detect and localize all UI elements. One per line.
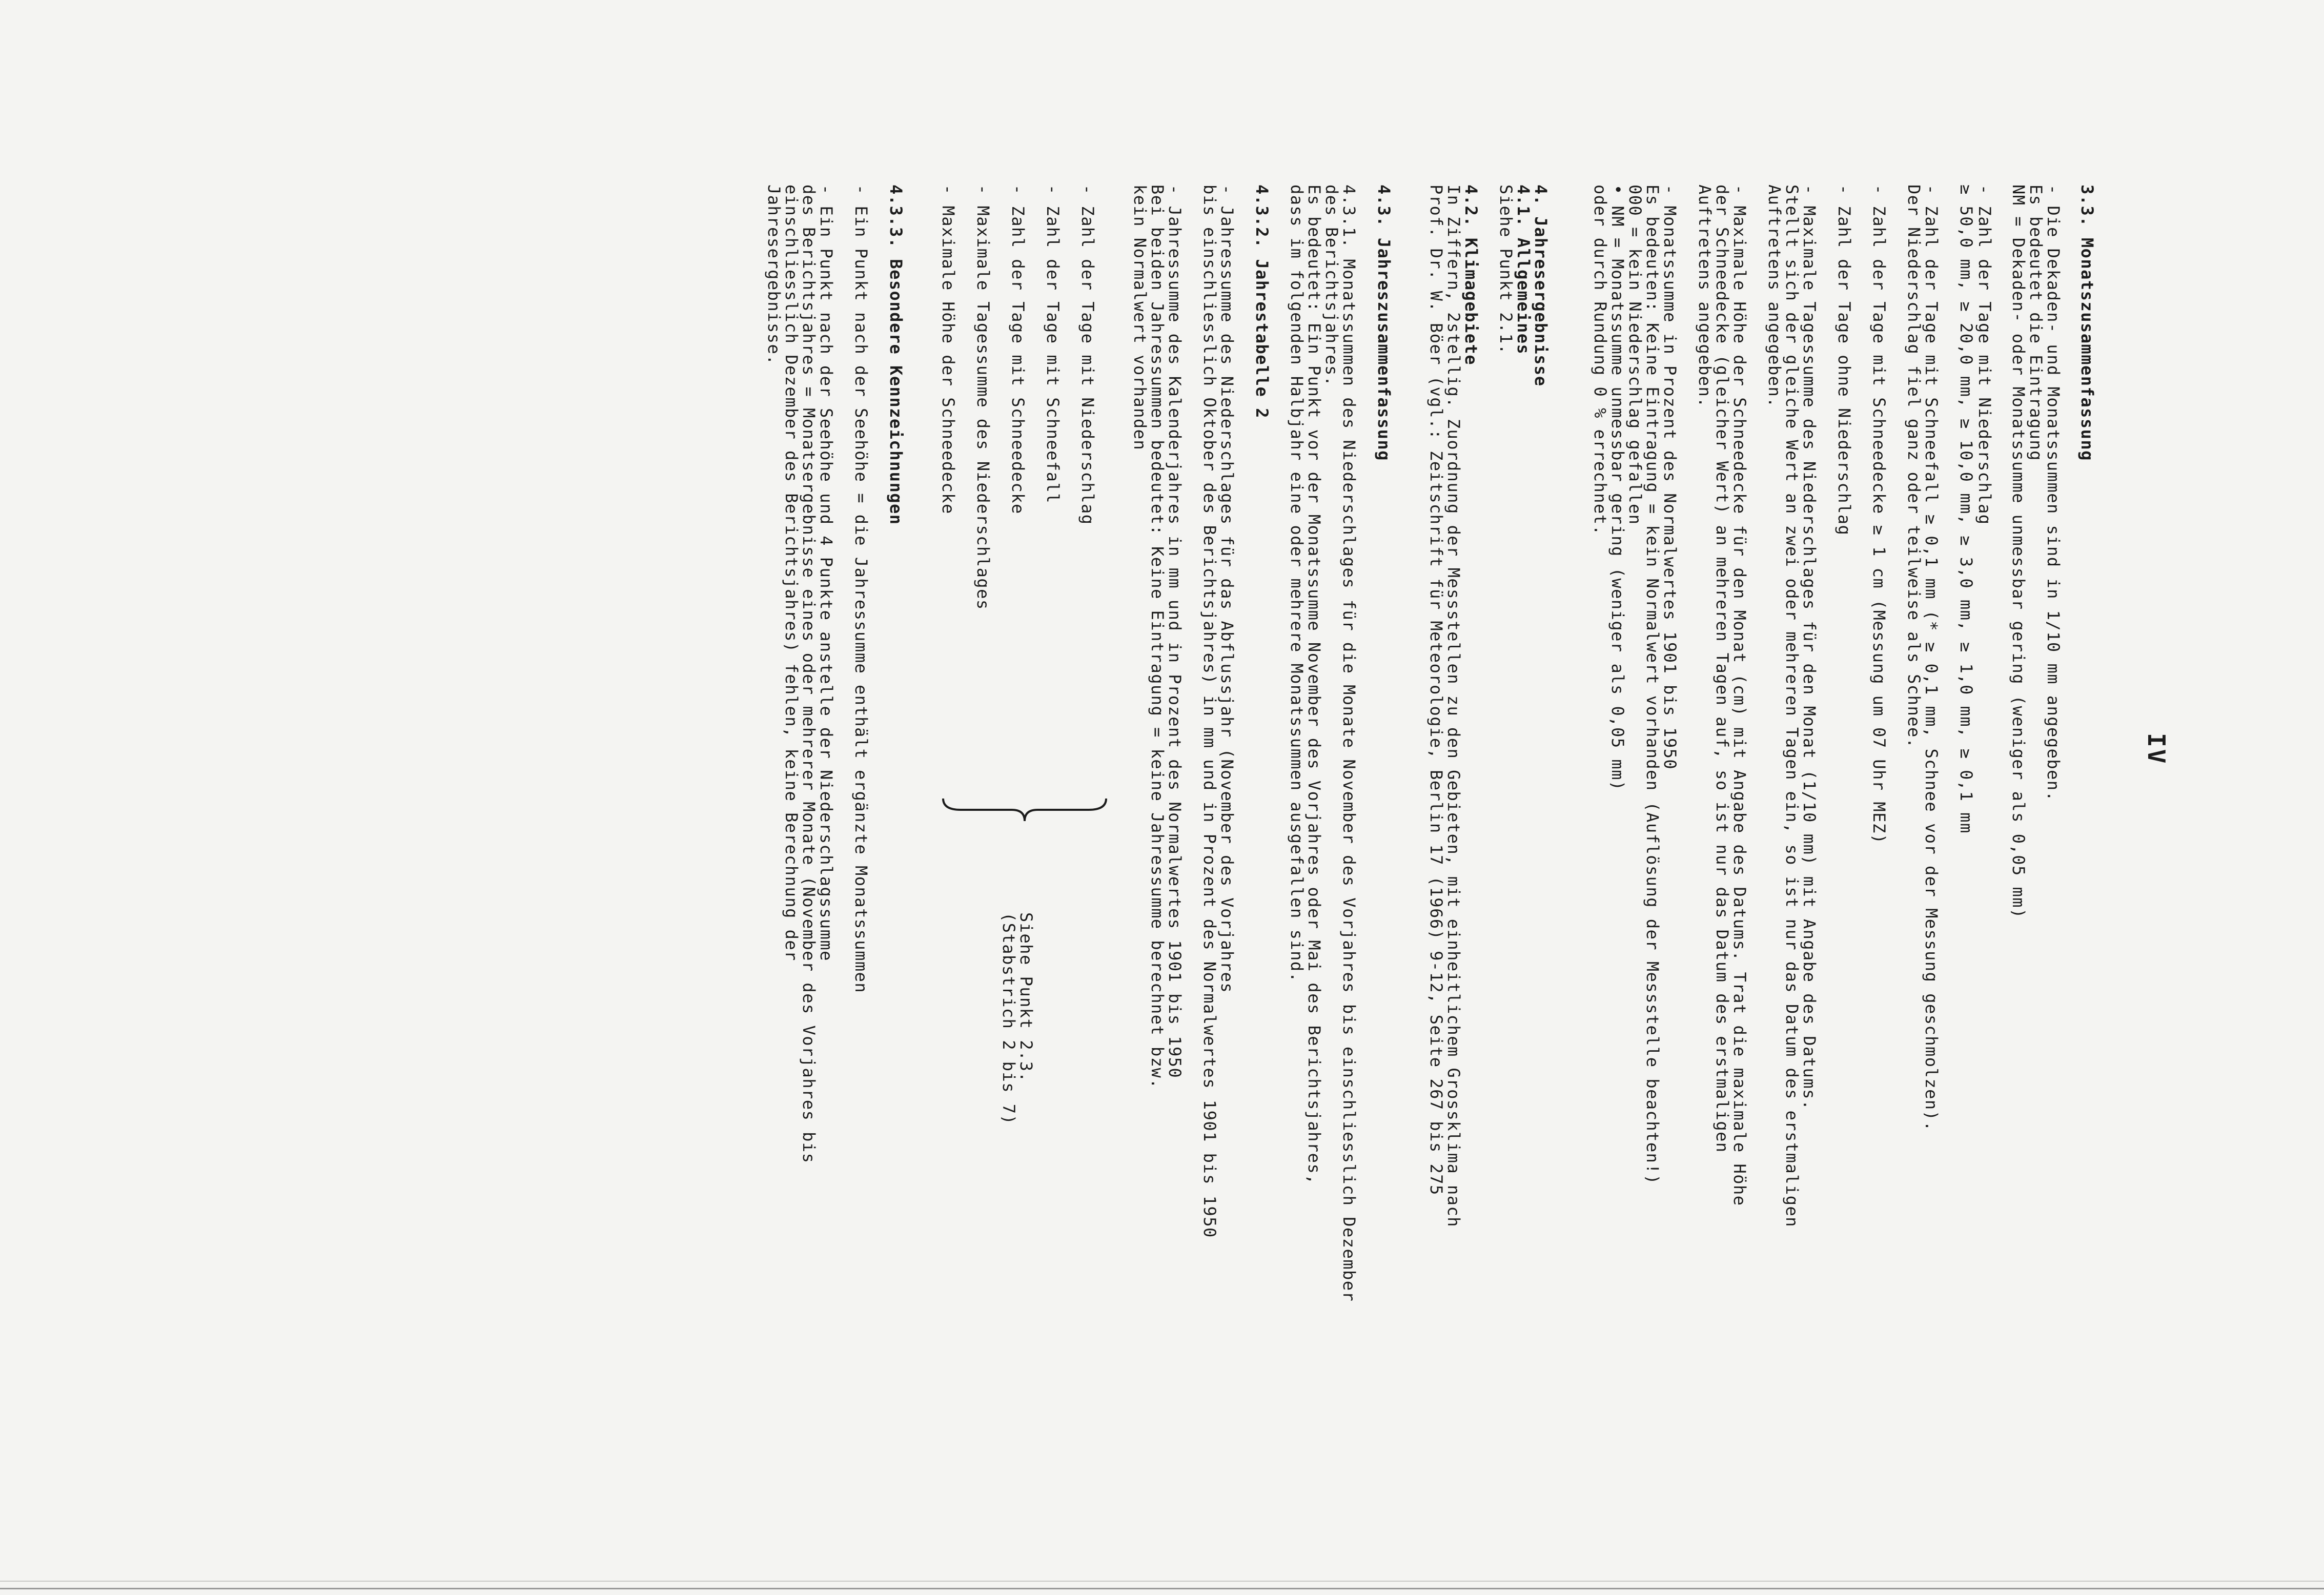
curly-brace-icon — [940, 794, 1109, 825]
text-line: des Berichtsjahres. — [1322, 185, 1341, 387]
text-line: In Ziffern, 2stellig. Zuordnung der Messstellen zu den Gebieten, mit einheitlichem Grossklima nach — [1444, 185, 1463, 1228]
text-line: Der Niederschlag fiel ganz oder teilweise als Schnee. — [1904, 185, 1924, 749]
text-line: Prof. Dr. W. Böer (vgl.: Zeitschrift für Meteorologie, Berlin 17 (1966) 9-12, Seite 267 bis 275 — [1426, 185, 1446, 1196]
text-line: kein Normalwert vorhanden — [1130, 185, 1150, 451]
section-heading-4: 4. Jahresergebnisse — [1531, 185, 1551, 387]
reference-note: Siehe Punkt 2.3. — [1016, 912, 1036, 1083]
text-line: Bei beiden Jahressummen bedeutet: Keine Eintragung = keine Jahressumme berechnet bzw. — [1148, 185, 1167, 1090]
text-line: - Jahressumme des Kalenderjahres in mm und in Prozent des Normalwertes 1901 bis 1950 — [1165, 185, 1185, 1079]
section-heading-4-3-2: 4.3.2. Jahrestabelle 2 — [1252, 185, 1272, 419]
text-line: - Zahl der Tage ohne Niederschlag — [1834, 185, 1854, 536]
text-line: oder durch Rundung 0 % errechnet. — [1591, 185, 1610, 536]
list-item: - Zahl der Tage mit Niederschlag — [1078, 185, 1097, 525]
section-heading-3-3: 3.3. Monatszusammenfassung — [2077, 185, 2097, 461]
list-item: - Maximale Tagessumme des Niederschlages — [973, 185, 993, 610]
text-line: Es bedeuten: Keine Eintragung = kein Normalwert vorhanden (Auflösung der Messstelle beachten!) — [1643, 185, 1662, 1185]
text-line: Es bedeutet: Ein Punkt vor der Monatssumme November des Vorjahres oder Mai des Berichtsjahres, — [1304, 185, 1324, 1185]
text-line: Auftretens angegeben. — [1765, 185, 1784, 408]
text-line: Jahresergebnisse. — [764, 185, 784, 366]
text-line: dass im folgenden Halbjahr eine oder mehrere Monatssummen ausgefallen sind. — [1287, 185, 1307, 983]
text-line: - Maximale Tagessumme des Niederschlages für den Monat (1/10 mm) mit Angabe des Datums. — [1800, 185, 1819, 1111]
list-item: - Zahl der Tage mit Schneedecke — [1008, 185, 1028, 515]
text-line: - Zahl der Tage mit Schneefall ≥ 0,1 mm (* ≥ 0,1 mm, Schnee vor der Messung geschmolzen). — [1922, 185, 1941, 1132]
section-heading-4-3: 4.3. Jahreszusammenfassung — [1374, 185, 1394, 461]
text-line: Es bedeutet die Eintragung — [2026, 185, 2046, 461]
text-line: des Berichtsjahres = Monatsergebnisse eines oder mehrerer Monate (November des Vorjahres bis — [799, 185, 819, 1164]
text-line: - Ein Punkt nach der Seehöhe und 4 Punkte anstelle der Niederschlagssumme — [817, 185, 836, 962]
section-heading-4-3-3: 4.3.3. Besondere Kennzeichnungen — [886, 185, 906, 525]
text-line: 4.3.1. Monatssummen des Niederschlages für die Monate November des Vorjahres bis einschliesslich Dezember — [1339, 185, 1359, 1302]
text-line: ≥ 50,0 mm, ≥ 20,0 mm, ≥ 10,0 mm, ≥ 3,0 mm, ≥ 1,0 mm, ≥ 0,1 mm — [1956, 185, 1976, 834]
text-line: - Zahl der Tage mit Schneedecke ≥ 1 cm (Messung um 07 Uhr MEZ) — [1869, 185, 1889, 845]
section-heading-4-1: 4.1. Allgemeines — [1514, 185, 1533, 355]
text-line: • NM = Monatssumme unmessbar gering (weniger als 0,05 mm) — [1608, 185, 1627, 791]
text-line: einschliesslich Dezember des Berichtsjahres) fehlen, keine Berechnung der — [782, 185, 801, 962]
text-line: Stellt sich der gleiche Wert an zwei oder mehreren Tagen ein, so ist nur das Datum des erstmaligen — [1782, 185, 1802, 1228]
text-line: - Jahressumme des Niederschlages für das Abflussjahr (November des Vorjahres — [1217, 185, 1237, 994]
list-item: - Zahl der Tage mit Schneefall — [1043, 185, 1063, 504]
text-line: - Monatssumme in Prozent des Normalwertes 1901 bis 1950 — [1660, 185, 1680, 770]
text-line: Auftretens angegeben. — [1695, 185, 1715, 408]
text-line: bis einschliesslich Oktober des Berichtsjahres) in mm und in Prozent des Normalwertes 1901 bis 1950 — [1200, 185, 1219, 1238]
text-line: Siehe Punkt 2.1. — [1496, 185, 1516, 355]
text-line: - Die Dekaden- und Monatssummen sind in 1/10 mm angegeben. — [2044, 185, 2063, 802]
list-item: - Maximale Höhe der Schneedecke — [939, 185, 958, 515]
text-line: 000 = kein Niederschlag gefallen — [1625, 185, 1645, 525]
text-line: - Ein Punkt nach der Seehöhe = die Jahressumme enthält ergänzte Monatssummen — [851, 185, 871, 994]
text-line: der Schneedecke (gleicher Wert) an mehreren Tagen auf, so ist nur das Datum des erstmaligen — [1713, 185, 1732, 1153]
reference-note: (Stabstrich 2 bis 7) — [999, 912, 1018, 1126]
text-line: NM = Dekaden- oder Monatssumme unmessbar gering (weniger als 0,05 mm) — [2009, 185, 2028, 919]
page-number: IV — [2143, 733, 2170, 766]
section-heading-4-2: 4.2. Klimagebiete — [1461, 185, 1481, 366]
text-line: - Zahl der Tage mit Niederschlag — [1975, 185, 1994, 525]
text-line: - Maximale Höhe der Schneedecke für den Monat (cm) mit Angabe des Datums. Trat die maximale Höhe — [1730, 185, 1749, 1207]
